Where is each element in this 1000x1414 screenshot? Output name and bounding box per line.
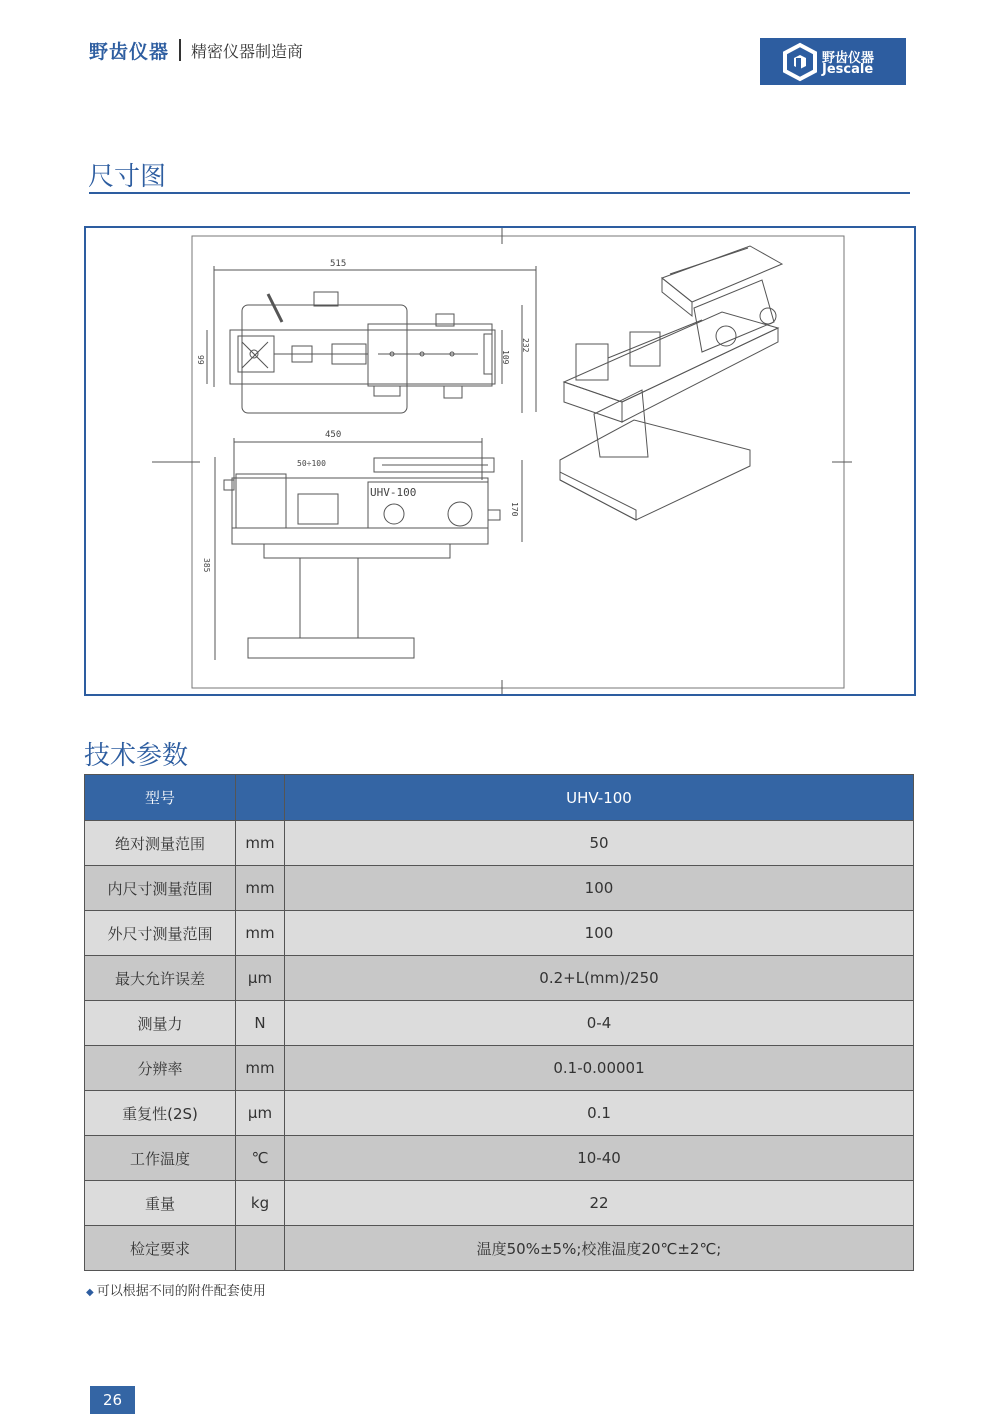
spec-unit-cell: mm [236, 1046, 285, 1091]
spec-value-cell: 22 [285, 1181, 914, 1226]
spec-section-title: 技术参数 [84, 741, 189, 771]
spec-name-cell: 绝对测量范围 [85, 821, 236, 866]
spec-unit-cell [236, 1226, 285, 1271]
dim-99-label: 99 [196, 355, 205, 365]
table-row [85, 911, 914, 956]
table-row [85, 1226, 914, 1271]
brand-tagline: 精密仪器制造商 [191, 42, 304, 61]
spec-value-cell: 10-40 [285, 1136, 914, 1181]
spec-value-cell: 0.1 [285, 1091, 914, 1136]
table-row [85, 1001, 914, 1046]
spec-unit-cell: μm [236, 956, 285, 1001]
footnote-text: 可以根据不同的附件配套使用 [96, 1284, 266, 1299]
dim-range-label: 50÷100 [297, 459, 326, 468]
spec-name-cell: 工作温度 [85, 1136, 236, 1181]
spec-value-cell: 100 [285, 866, 914, 911]
spec-value-cell: 100 [285, 911, 914, 956]
dim-450-label: 450 [325, 430, 342, 440]
dimension-drawing-frame [84, 226, 916, 696]
spec-value-cell: 50 [285, 821, 914, 866]
dim-170-label: 170 [510, 502, 519, 517]
table-header-row [85, 775, 914, 821]
spec-name-cell: 最大允许误差 [85, 956, 236, 1001]
spec-unit-cell: mm [236, 911, 285, 956]
dim-232-label: 232 [521, 338, 530, 353]
header-name-cell: 型号 [85, 775, 236, 821]
footnote [86, 1280, 266, 1299]
spec-name-cell: 分辨率 [85, 1046, 236, 1091]
spec-name-cell: 重复性(2S) [85, 1091, 236, 1136]
spec-name-cell: 检定要求 [85, 1226, 236, 1271]
spec-unit-cell: μm [236, 1091, 285, 1136]
logo-cube-icon [780, 42, 820, 82]
header-value-cell: UHV-100 [285, 775, 914, 821]
spec-unit-cell: ℃ [236, 1136, 285, 1181]
spec-value-cell: 0-4 [285, 1001, 914, 1046]
table-row [85, 1091, 914, 1136]
spec-name-cell: 外尺寸测量范围 [85, 911, 236, 956]
spec-value-cell: 0.1-0.00001 [285, 1046, 914, 1091]
dimension-section-title: 尺寸图 [88, 162, 167, 192]
dim-385-label: 385 [202, 558, 211, 573]
spec-value-cell: 温度50%±5%;校准温度20℃±2℃; [285, 1226, 914, 1271]
spec-unit-cell: N [236, 1001, 285, 1046]
spec-unit-cell: kg [236, 1181, 285, 1226]
diamond-bullet-icon: ◆ [86, 1287, 94, 1298]
logo-english-text: Jescale [822, 62, 874, 77]
spec-name-cell: 重量 [85, 1181, 236, 1226]
logo-chinese-text: 野齿仪器 [822, 51, 875, 66]
table-row [85, 821, 914, 866]
spec-unit-cell: mm [236, 821, 285, 866]
spec-name-cell: 测量力 [85, 1001, 236, 1046]
page-number: 26 [90, 1386, 135, 1414]
dim-515-label: 515 [330, 259, 347, 269]
dim-109-label: 109 [501, 350, 510, 365]
header-unit-cell [236, 775, 285, 821]
spec-name-cell: 内尺寸测量范围 [85, 866, 236, 911]
table-row [85, 1136, 914, 1181]
brand-name: 野齿仪器 [89, 41, 170, 63]
spec-unit-cell: mm [236, 866, 285, 911]
spec-table [84, 774, 914, 1271]
table-row [85, 866, 914, 911]
title-underline [89, 192, 910, 194]
spec-value-cell: 0.2+L(mm)/250 [285, 956, 914, 1001]
dimension-drawing [86, 228, 914, 694]
table-row [85, 1181, 914, 1226]
model-mark-label: UHV-100 [370, 486, 417, 499]
table-row [85, 956, 914, 1001]
header-divider [179, 39, 181, 61]
table-row [85, 1046, 914, 1091]
